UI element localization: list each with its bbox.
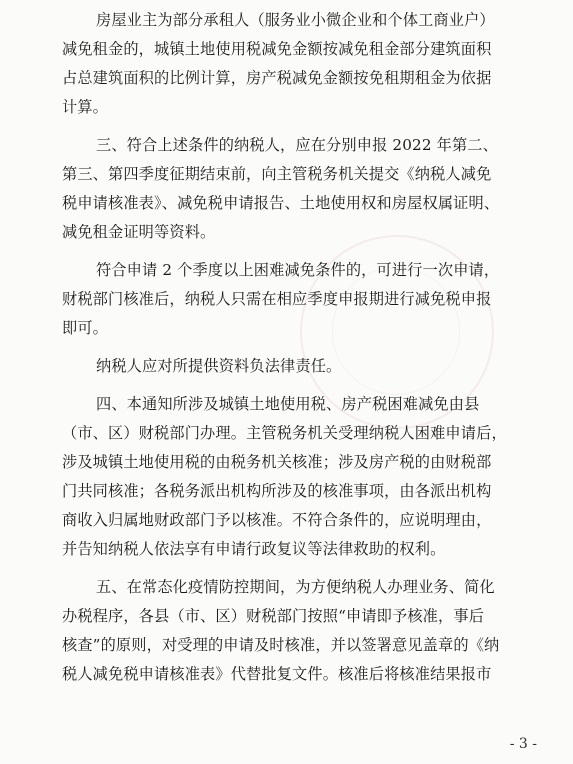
text-line: 房屋业主为部分承租人（服务业小微企业和个体工商业户） (96, 11, 495, 29)
text-line: 门共同核准；各税务派出机构所涉及的核准事项，由各派出机构 (62, 482, 492, 500)
text-line: 减免租金的，城镇土地使用税减免金额按减免租金部分建筑面积 (62, 40, 492, 58)
text-line: 税申请核准表》、减免税申请报告、土地使用权和房屋权属证明、 (62, 194, 500, 212)
paragraph-section-five (62, 573, 530, 689)
text-line: 计算。 (62, 98, 109, 116)
text-line: 第三、第四季度征期结束前，向主管税务机关提交《纳税人减免 (62, 165, 492, 183)
text-line: 并告知纳税人依法享有申请行政复议等法律救助的权利。 (62, 540, 446, 558)
text-line: 财税部门核准后，纳税人只需在相应季度申报期进行减免税申报 (62, 290, 492, 308)
text-line: 占总建筑面积的比例计算，房产税减免金额按免租期租金为依据 (62, 69, 492, 87)
text-line: （市、区）财税部门办理。主管税务机关受理纳税人困难申请后， (62, 424, 507, 442)
page-number: - 3 - (509, 736, 537, 752)
text-line: 核查”的原则，对受理的申请及时核准，并以签署意见盖章的《纳 (62, 636, 500, 654)
document-body (62, 6, 530, 698)
paragraph-section-four (62, 390, 530, 564)
text-line: 商收入归属地财政部门予以核准。不符合条件的，应说明理由， (62, 511, 492, 529)
paragraph-section-three (62, 131, 530, 247)
text-line: 三、符合上述条件的纳税人，应在分别申报 2022 年第二、 (96, 136, 498, 154)
text-line: 符合申请 2 个季度以上困难减免条件的，可进行一次申请， (96, 261, 500, 279)
text-line: 纳税人应对所提供资料负法律责任。 (96, 357, 342, 375)
paragraph-legal-responsibility (62, 352, 530, 381)
text-line: 税人减免税申请核准表》代替批复文件。核准后将核准结果报市 (62, 665, 492, 683)
paragraph-multi-quarter-application (62, 256, 530, 343)
text-line: 办税程序，各县（市、区）财税部门按照“申请即予核准，事后 (62, 607, 485, 625)
text-line: 五、在常态化疫情防控期间，为方便纳税人办理业务、简化 (96, 578, 495, 596)
text-line: 涉及城镇土地使用税的由税务机关核准；涉及房产税的由财税部 (62, 453, 492, 471)
text-line: 减免租金证明等资料。 (62, 223, 216, 241)
paragraph-rent-reduction-calculation (62, 6, 530, 122)
text-line: 即可。 (62, 319, 109, 337)
text-line: 四、本通知所涉及城镇土地使用税、房产税困难减免由县 (96, 395, 480, 413)
